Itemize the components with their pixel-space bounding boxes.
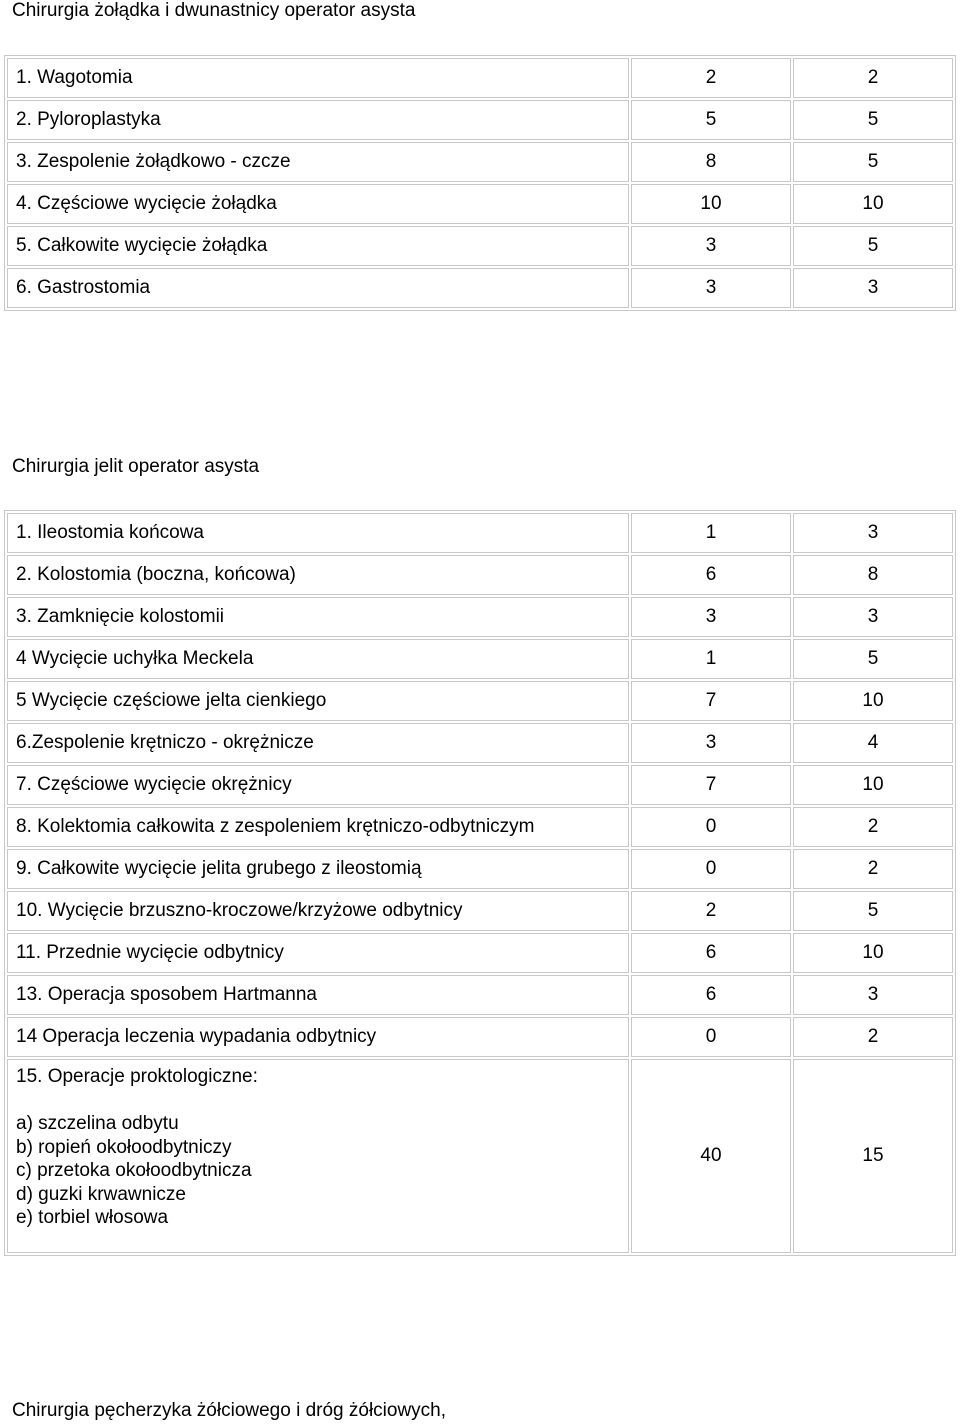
operator-count: 6	[631, 555, 791, 595]
operator-count: 0	[631, 849, 791, 889]
procedure-name: 6. Gastrostomia	[7, 268, 629, 308]
procedure-name: 5 Wycięcie częściowe jelta cienkiego	[7, 681, 629, 721]
table-row	[7, 639, 953, 679]
assist-count: 15	[793, 1059, 953, 1253]
section-title-gallbladder: Chirurgia pęcherzyka żółciowego i dróg żółciowych,	[12, 1400, 447, 1421]
operator-count: 3	[631, 723, 791, 763]
table-row	[7, 681, 953, 721]
operator-count: 7	[631, 765, 791, 805]
table-row	[7, 891, 953, 931]
section-title-stomach: Chirurgia żołądka i dwunastnicy operator asysta	[12, 0, 416, 21]
operator-count: 2	[631, 58, 791, 98]
table-row	[7, 226, 953, 266]
procedure-name: 4. Częściowe wycięcie żołądka	[7, 184, 629, 224]
proctology-item: c) przetoka okołoodbytnicza	[16, 1160, 252, 1181]
procedure-name: 9. Całkowite wycięcie jelita grubego z ileostomią	[7, 849, 629, 889]
section-title-intestine: Chirurgia jelit operator asysta	[12, 456, 260, 477]
assist-count: 3	[793, 975, 953, 1015]
assist-count: 2	[793, 849, 953, 889]
assist-count: 5	[793, 142, 953, 182]
assist-count: 4	[793, 723, 953, 763]
proctology-title: 15. Operacje proktologiczne:	[16, 1066, 258, 1087]
procedure-name: 5. Całkowite wycięcie żołądka	[7, 226, 629, 266]
proctology-item: d) guzki krwawnicze	[16, 1183, 186, 1205]
table-row	[7, 184, 953, 224]
table-row	[7, 597, 953, 637]
table-row	[7, 268, 953, 308]
assist-count: 5	[793, 226, 953, 266]
table-row	[7, 933, 953, 973]
procedure-name: 6.Zespolenie krętniczo - okrężnicze	[7, 723, 629, 763]
assist-count: 3	[793, 268, 953, 308]
operator-count: 1	[631, 513, 791, 553]
operator-count: 7	[631, 681, 791, 721]
operator-count: 5	[631, 100, 791, 140]
assist-count: 3	[793, 513, 953, 553]
assist-count: 5	[793, 639, 953, 679]
table-row	[7, 513, 953, 553]
table-row	[7, 975, 953, 1015]
operator-count: 6	[631, 975, 791, 1015]
procedure-name: 14 Operacja leczenia wypadania odbytnicy	[7, 1017, 629, 1057]
procedure-name: 7. Częściowe wycięcie okrężnicy	[7, 765, 629, 805]
stomach-surgery-table	[4, 55, 956, 311]
assist-count: 2	[793, 58, 953, 98]
assist-count: 10	[793, 933, 953, 973]
operator-count: 1	[631, 639, 791, 679]
procedure-name: 1. Wagotomia	[7, 58, 629, 98]
procedure-name: 2. Pyloroplastyka	[7, 100, 629, 140]
operator-count: 3	[631, 226, 791, 266]
procedure-name: 3. Zespolenie żołądkowo - czcze	[7, 142, 629, 182]
table-row	[7, 100, 953, 140]
procedure-name: 4 Wycięcie uchyłka Meckela	[7, 639, 629, 679]
operator-count: 8	[631, 142, 791, 182]
assist-count: 3	[793, 597, 953, 637]
operator-count: 0	[631, 807, 791, 847]
assist-count: 2	[793, 807, 953, 847]
assist-count: 8	[793, 555, 953, 595]
proctology-item: a) szczelina odbytu	[16, 1113, 179, 1134]
proctology-item: e) torbiel włosowa	[16, 1207, 169, 1228]
assist-count: 10	[793, 184, 953, 224]
table-row	[7, 142, 953, 182]
operator-count: 3	[631, 597, 791, 637]
operator-count: 2	[631, 891, 791, 931]
operator-count: 6	[631, 933, 791, 973]
procedure-name: 3. Zamknięcie kolostomii	[7, 597, 629, 637]
table-row-proctology	[7, 1059, 953, 1253]
table-row	[7, 1017, 953, 1057]
procedure-name: 11. Przednie wycięcie odbytnicy	[7, 933, 629, 973]
table-row	[7, 58, 953, 98]
table-row	[7, 555, 953, 595]
assist-count: 5	[793, 100, 953, 140]
proctology-cell	[7, 1059, 629, 1253]
procedure-name: 1. Ileostomia końcowa	[7, 513, 629, 553]
table-row	[7, 849, 953, 889]
assist-count: 2	[793, 1017, 953, 1057]
proctology-item: b) ropień okołoodbytniczy	[16, 1136, 232, 1158]
procedure-name: 13. Operacja sposobem Hartmanna	[7, 975, 629, 1015]
operator-count: 40	[631, 1059, 791, 1253]
operator-count: 0	[631, 1017, 791, 1057]
table-row	[7, 807, 953, 847]
procedure-name: 2. Kolostomia (boczna, końcowa)	[7, 555, 629, 595]
procedure-name: 10. Wycięcie brzuszno-kroczowe/krzyżowe odbytnicy	[7, 891, 629, 931]
table-row	[7, 765, 953, 805]
operator-count: 3	[631, 268, 791, 308]
assist-count: 10	[793, 765, 953, 805]
assist-count: 10	[793, 681, 953, 721]
assist-count: 5	[793, 891, 953, 931]
operator-count: 10	[631, 184, 791, 224]
table-row	[7, 723, 953, 763]
intestine-surgery-table	[4, 510, 956, 1256]
procedure-name: 8. Kolektomia całkowita z zespoleniem krętniczo-odbytniczym	[7, 807, 629, 847]
